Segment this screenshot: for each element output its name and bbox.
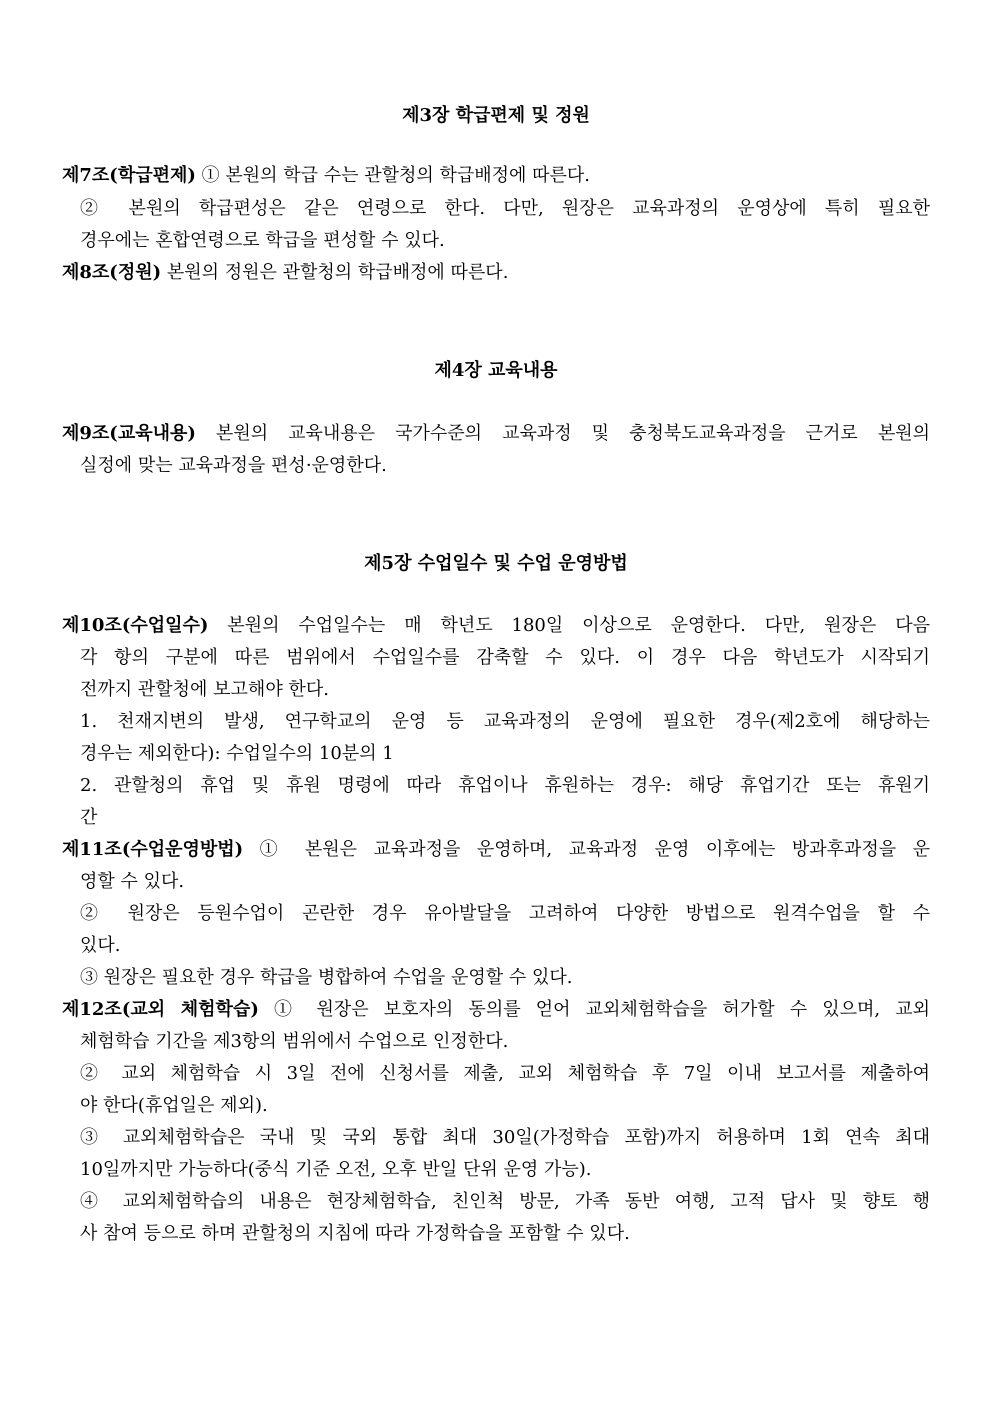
article-8 bbox=[62, 260, 930, 286]
article-8-label: 제8조(정원) bbox=[62, 262, 162, 283]
article-9-line-1 bbox=[62, 421, 930, 447]
article-10-label: 제10조(수업일수) bbox=[62, 615, 209, 636]
article-11-para-3: ③ 원장은 필요한 경우 학급을 병합하여 수업을 운영할 수 있다. bbox=[80, 967, 573, 988]
article-10-item-2-line-2: 간 bbox=[80, 807, 98, 828]
article-12-text-1: ① 원장은 보호자의 동의를 얻어 교외체험학습을 허가할 수 있으며, 교외 bbox=[258, 999, 930, 1020]
article-9-text-1: 본원의 교육내용은 국가수준의 교육과정 및 충청북도교육과정을 근거로 본원의 bbox=[195, 423, 930, 444]
article-8-text: 본원의 정원은 관할청의 학급배정에 따른다. bbox=[161, 262, 509, 283]
article-9-label: 제9조(교육내용) bbox=[62, 423, 196, 444]
article-11-label: 제11조(수업운영방법) bbox=[62, 839, 244, 860]
article-12-para-2-line-1: ② 교외 체험학습 시 3일 전에 신청서를 제출, 교외 체험학습 후 7일 이내 보고서를 제출하여 bbox=[80, 1063, 930, 1084]
article-12-label: 제12조(교외 체험학습) bbox=[62, 999, 259, 1020]
chapter-4-title: 제4장 교육내용 bbox=[434, 360, 558, 381]
article-10-line-2: 각 항의 구분에 따른 범위에서 수업일수를 감축할 수 있다. 이 경우 다음 학년도가 시작되기 bbox=[80, 647, 930, 668]
article-12-para-4-line-1: ④ 교외체험학습의 내용은 현장체험학습, 친인척 방문, 가족 동반 여행, 고적 답사 및 향토 행 bbox=[80, 1191, 930, 1212]
chapter-3-title: 제3장 학급편제 및 정원 bbox=[402, 105, 590, 126]
article-10-item-1-line-1: 1. 천재지변의 발생, 연구학교의 운영 등 교육과정의 운영에 필요한 경우(제2호에 해당하는 bbox=[80, 711, 930, 732]
article-12-line-2: 체험학습 기간을 제3항의 범위에서 수업으로 인정한다. bbox=[80, 1031, 509, 1052]
chapter-5-title: 제5장 수업일수 및 수업 운영방법 bbox=[364, 553, 628, 574]
article-10-line-1 bbox=[62, 613, 930, 639]
article-12-para-4-line-2: 사 참여 등으로 하며 관할청의 지침에 따라 가정학습을 포함할 수 있다. bbox=[80, 1223, 630, 1244]
article-12-para-3-line-2: 10일까지만 가능하다(중식 기준 오전, 오후 반일 단위 운영 가능). bbox=[80, 1159, 592, 1180]
article-10-text-1: 본원의 수업일수는 매 학년도 180일 이상으로 운영한다. 다만, 원장은 다음 bbox=[208, 615, 930, 636]
article-11-para-2-line-1: ② 원장은 등원수업이 곤란한 경우 유아발달을 고려하여 다양한 방법으로 원격수업을 할 수 bbox=[80, 903, 930, 924]
article-10-item-2-line-1: 2. 관할청의 휴업 및 휴원 명령에 따라 휴업이나 휴원하는 경우: 해당 휴업기간 또는 휴원기 bbox=[80, 775, 930, 796]
article-11-line-1 bbox=[62, 837, 930, 863]
article-10-item-1-line-2: 경우는 제외한다): 수업일수의 10분의 1 bbox=[80, 743, 394, 764]
article-7-para-2-line-1: ② 본원의 학급편성은 같은 연령으로 한다. 다만, 원장은 교육과정의 운영상에 특히 필요한 bbox=[80, 198, 930, 219]
article-11-para-2-line-2: 있다. bbox=[80, 935, 121, 956]
article-7-label: 제7조(학급편제) bbox=[62, 165, 196, 186]
article-10-line-3: 전까지 관할청에 보고해야 한다. bbox=[80, 679, 329, 700]
article-7-para-2-line-2: 경우에는 혼합연령으로 학급을 편성할 수 있다. bbox=[80, 230, 445, 251]
article-12-para-3-line-1: ③ 교외체험학습은 국내 및 국외 통합 최대 30일(가정학습 포함)까지 허용하며 1회 연속 최대 bbox=[80, 1127, 930, 1148]
article-7-para-1: ① 본원의 학급 수는 관할청의 학급배정에 따른다. bbox=[195, 165, 591, 186]
article-12-para-2-line-2: 야 한다(휴업일은 제외). bbox=[80, 1095, 268, 1116]
article-9-line-2: 실정에 맞는 교육과정을 편성·운영한다. bbox=[80, 455, 387, 476]
article-11-text-1: ① 본원은 교육과정을 운영하며, 교육과정 운영 이후에는 방과후과정을 운 bbox=[243, 839, 930, 860]
article-11-line-2: 영할 수 있다. bbox=[80, 871, 185, 892]
article-7 bbox=[62, 163, 930, 189]
article-12-line-1 bbox=[62, 997, 930, 1023]
